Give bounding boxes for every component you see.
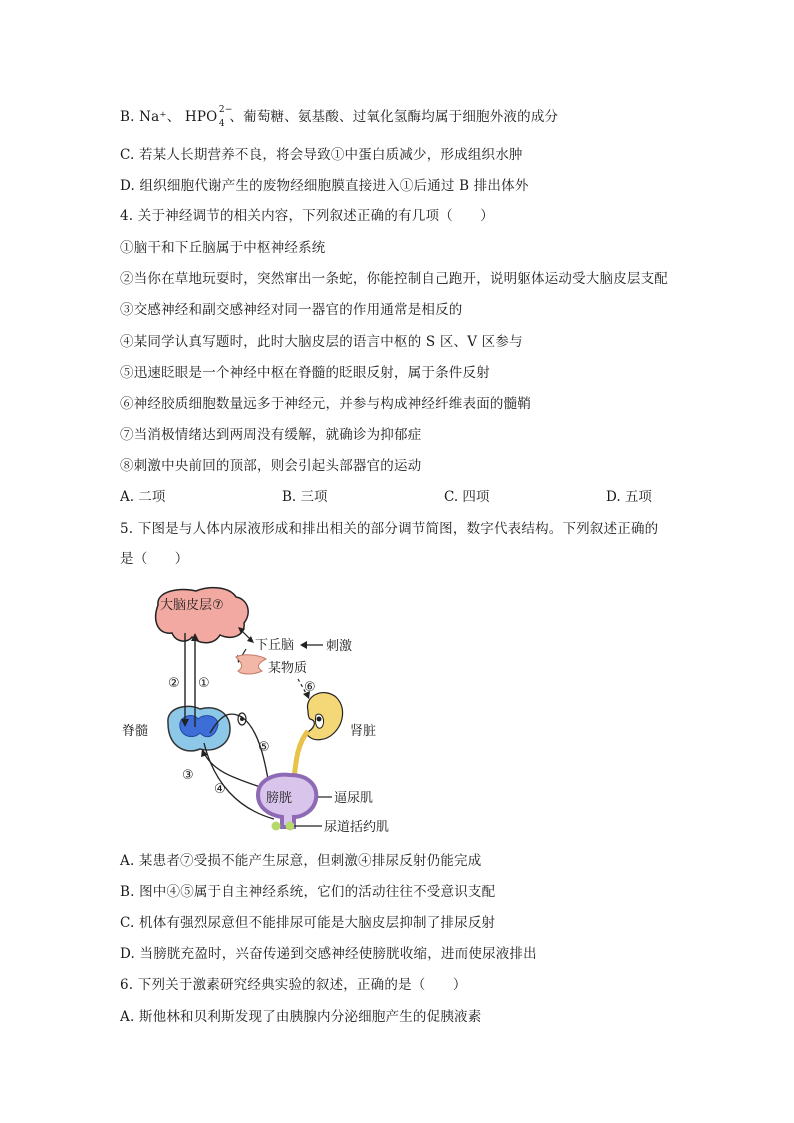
sphincter-right [286,822,295,831]
q3-option-d: D. 组织细胞代谢产生的废物经细胞膜直接进入①后通过 B 排出体外 [120,178,529,194]
label-1: ① [198,676,210,691]
q5-option-c: C. 机体有强烈尿意但不能排尿可能是大脑皮层抑制了排尿反射 [120,915,496,931]
spinal-cord-label: 脊髓 [122,724,149,739]
cerebral-cortex-shape [156,588,248,643]
q4-item-7: ⑦当消极情绪达到两周没有缓解，就确诊为抑郁症 [120,427,422,443]
bladder-label: 膀胱 [266,791,293,806]
label-6: ⑥ [304,680,316,695]
q4-option-c: C. 四项 [444,489,490,505]
q4-option-b: B. 三项 [282,489,328,505]
label-2: ② [168,676,180,691]
detrusor-label: 逼尿肌 [334,791,374,806]
kidney-shape [306,693,343,740]
q6-option-a: A. 斯他林和贝利斯发现了由胰腺内分泌细胞产生的促胰液素 [120,1009,482,1025]
substance-label: 某物质 [268,661,308,676]
q3-option-c: C. 若某人长期营养不良，将会导致①中蛋白质减少，形成组织水肿 [120,147,523,163]
kidney-label: 肾脏 [350,724,377,739]
sphincter-left [272,822,281,831]
label-3: ③ [182,768,194,783]
label-5: ⑤ [258,740,270,755]
question-5-line-2: 是（ ） [120,551,189,567]
q5-option-b: B. 图中④⑤属于自主神经系统，它们的活动往往不受意识支配 [120,884,496,900]
q4-option-a: A. 二项 [120,489,166,505]
question-5-line-1: 5. 下图是与人体内尿液形成和排出相关的部分调节简图，数字代表结构。下列叙述正确的 [120,521,659,537]
sphincter-label: 尿道括约肌 [324,820,390,835]
q3-option-b [120,105,559,129]
q4-option-d: D. 五项 [606,489,652,505]
q5-option-d: D. 当膀胱充盈时，兴奋传递到交感神经使膀胱收缩，进而使尿液排出 [120,946,537,962]
cortex-label: 大脑皮层⑦ [160,598,224,613]
q4-item-3: ③交感神经和副交感神经对同一器官的作用通常是相反的 [120,302,463,318]
hpo-charge: 2− [218,105,233,115]
q4-item-4: ④某同学认真写题时，此时大脑皮层的语言中枢的 S 区、V 区参与 [120,334,523,350]
stimulus-label: 刺激 [326,639,353,654]
question-6: 6. 下列关于激素研究经典实验的叙述，正确的是（ ） [120,977,467,993]
urination-regulation-diagram [118,583,418,843]
ureter [294,731,308,779]
q4-item-5: ⑤迅速眨眼是一个神经中枢在脊髓的眨眼反射，属于条件反射 [120,365,490,381]
q4-item-2: ②当你在草地玩耍时，突然窜出一条蛇，你能控制自己跑开，说明躯体运动受大脑皮层支配 [120,271,668,287]
q3-b-prefix: B. Na⁺、 [120,109,181,125]
hpo-subscript: 4 [218,119,225,129]
pituitary-shape [236,655,266,674]
q4-item-8: ⑧刺激中央前回的顶部，则会引起头部器官的运动 [120,458,422,474]
q5-option-a: A. 某患者⑦受损不能产生尿意，但刺激④排尿反射仍能完成 [120,853,482,869]
q4-item-1: ①脑干和下丘脑属于中枢神经系统 [120,240,326,256]
q3-b-rest: 、葡萄糖、氨基酸、过氧化氢酶均属于细胞外液的成分 [229,109,559,125]
label-4: ④ [214,782,226,797]
q4-item-6: ⑥神经胶质细胞数量远多于神经元，并参与构成神经纤维表面的髓鞘 [120,396,531,412]
hpo4-formula [184,105,233,129]
hypothalamus-label: 下丘脑 [255,638,295,653]
hpo-text: HPO [184,109,218,125]
question-4: 4. 关于神经调节的相关内容，下列叙述正确的有几项（ ） [120,208,494,224]
